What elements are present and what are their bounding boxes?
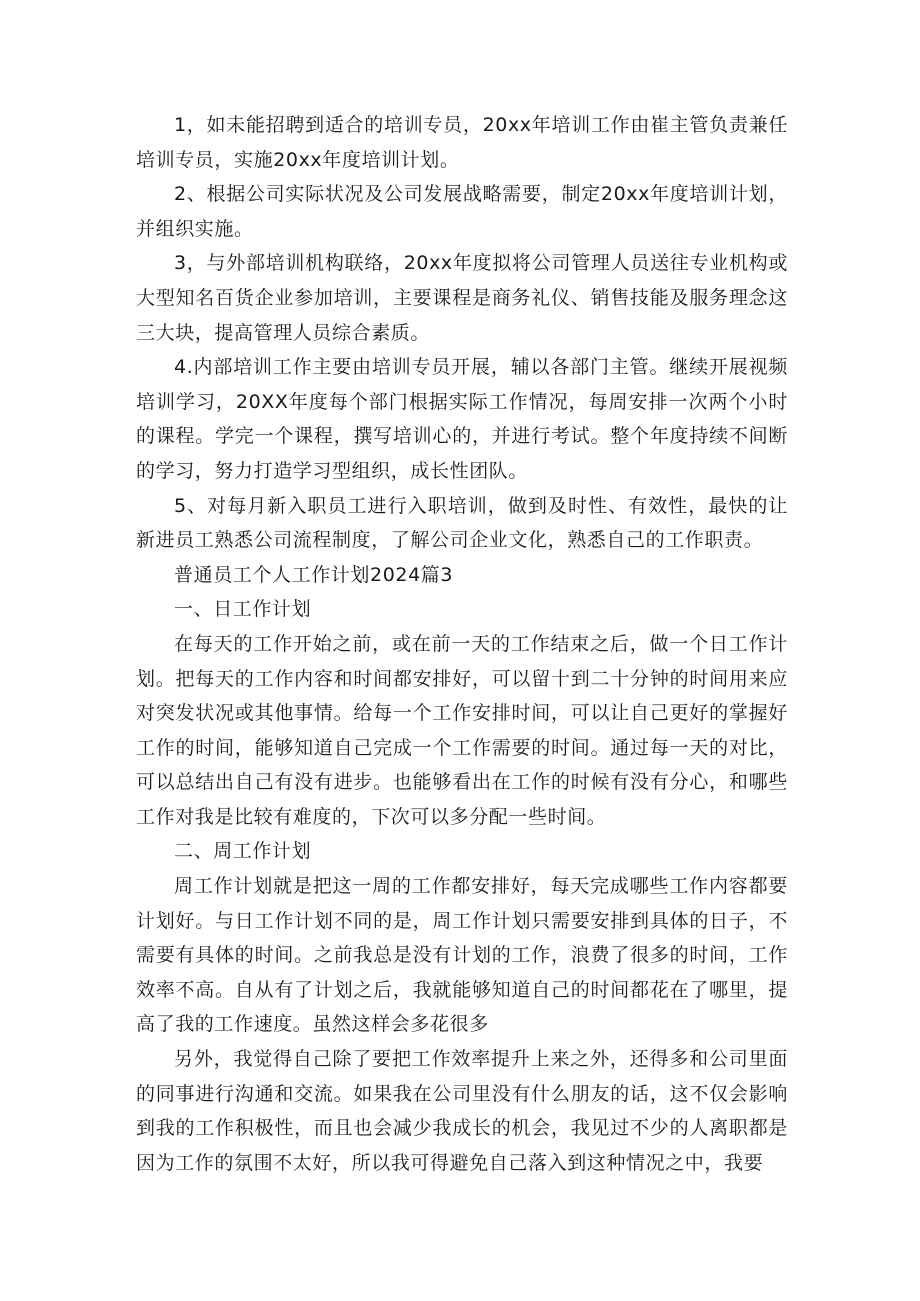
paragraph-communication: 另外，我觉得自己除了要把工作效率提升上来之外，还得多和公司里面的同事进行沟通和交流。如果我在公司里没有什么朋友的话，这不仅会影响到我的工作积极性，而且也会减少我成长的机会，我见过不少的人离职都是因为工作的氛围不太好，所以我可得避免自己落入到这种情况之中，我要 (136, 1048, 788, 1174)
paragraph-external-training: 3，与外部培训机构联络，20xx年度拟将公司管理人员送往专业机构或大型知名百货企业参加培训，主要课程是商务礼仪、销售技能及服务理念这三大块，提高管理人员综合素质。 (136, 252, 788, 344)
section-title: 普通员工个人工作计划2024篇3 (174, 563, 454, 586)
heading-daily-plan: 一、日工作计划 (174, 598, 312, 621)
document-body (136, 108, 788, 1180)
paragraph-weekly-plan: 周工作计划就是把这一周的工作都安排好，每天完成哪些工作内容都要计划好。与日工作计划不同的是，周工作计划只需要安排到具体的日子，不需要有具体的时间。之前我总是没有计划的工作，浪费了很多的时间，工作效率不高。自从有了计划之后，我就能够知道自己的时间都花在了哪里，提高了我的工作速度。虽然这样会多花很多 (136, 875, 788, 1036)
paragraph-training-specialist: 1，如未能招聘到适合的培训专员，20xx年培训工作由崔主管负责兼任培训专员，实施20xx年度培训计划。 (136, 114, 788, 171)
paragraph-annual-training-plan: 2、根据公司实际状况及公司发展战略需要，制定20xx年度培训计划，并组织实施。 (136, 183, 788, 240)
heading-weekly-plan: 二、周工作计划 (174, 840, 312, 863)
paragraph-internal-training: 4.内部培训工作主要由培训专员开展，辅以各部门主管。继续开展视频培训学习，20XX年度每个部门根据实际工作情况，每周安排一次两个小时的课程。学完一个课程，撰写培训心的，并进行考试。整个年度持续不间断的学习，努力打造学习型组织，成长性团队。 (136, 356, 788, 482)
paragraph-daily-plan: 在每天的工作开始之前，或在前一天的工作结束之后，做一个日工作计划。把每天的工作内容和时间都安排好，可以留十到二十分钟的时间用来应对突发状况或其他事情。给每一个工作安排时间，可以让自己更好的掌握好工作的时间，能够知道自己完成一个工作需要的时间。通过每一天的对比，可以总结出自己有没有进步。也能够看出在工作的时候有没有分心，和哪些工作对我是比较有难度的，下次可以多分配一些时间。 (136, 632, 788, 828)
paragraph-new-employee-training: 5、对每月新入职员工进行入职培训，做到及时性、有效性，最快的让新进员工熟悉公司流程制度，了解公司企业文化，熟悉自己的工作职责。 (136, 494, 788, 552)
